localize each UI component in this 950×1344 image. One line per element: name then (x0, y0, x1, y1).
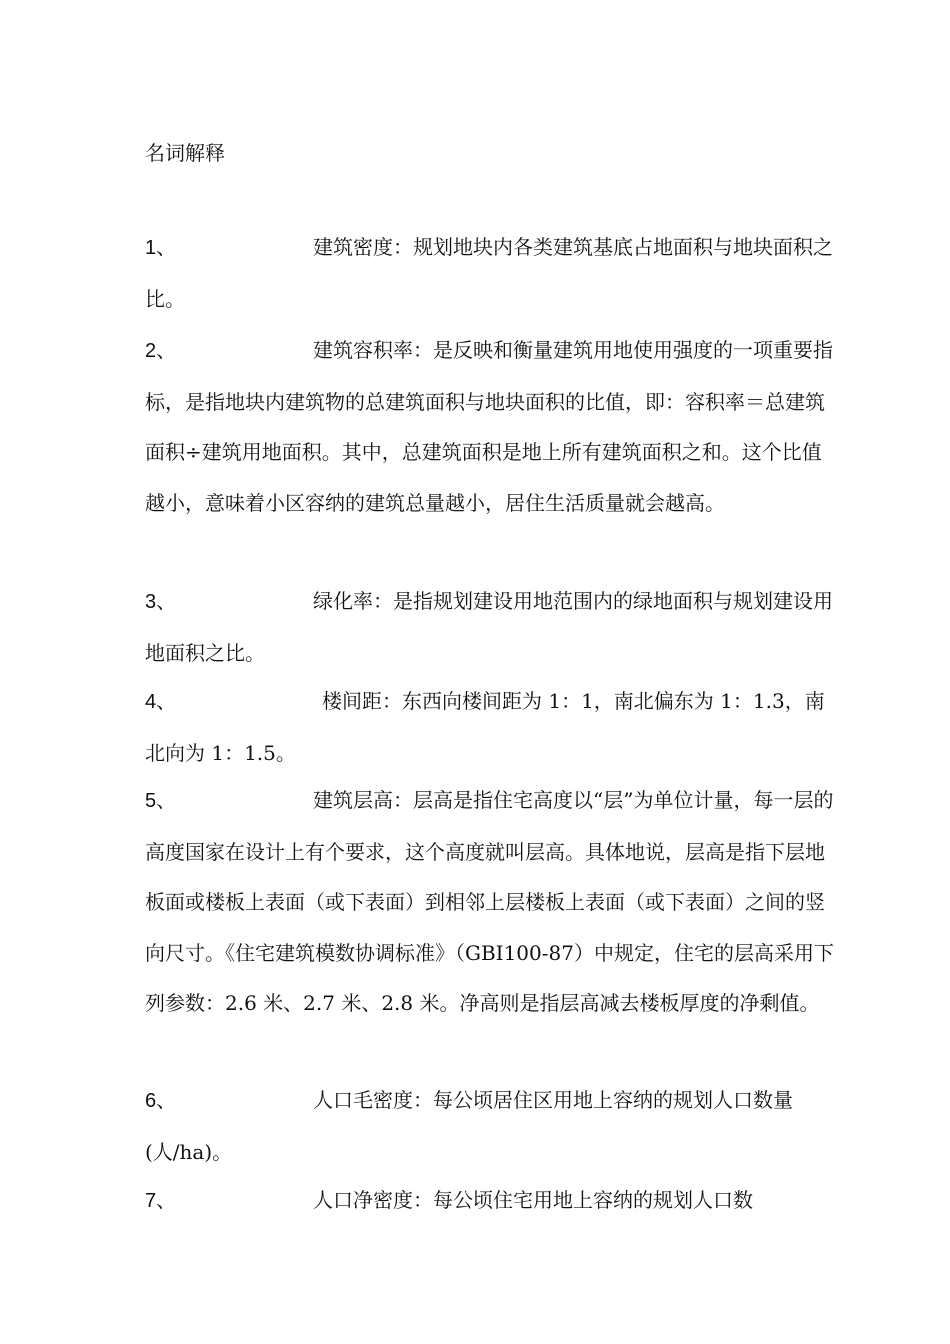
definition-item-1 (145, 222, 835, 324)
item-text: 人口毛密度：每公顷居住区用地上容纳的规划人口数量(人/ha)。 (145, 1088, 793, 1164)
item-number: 4、 (145, 691, 177, 713)
item-number: 1、 (145, 237, 177, 259)
item-number: 5、 (145, 790, 177, 812)
item-text: 建筑密度：规划地块内各类建筑基底占地面积与地块面积之比。 (145, 235, 833, 311)
item-text: 建筑容积率：是反映和衡量建筑用地使用强度的一项重要指标，是指地块内建筑物的总建筑面积与地块面积的比值，即：容积率＝总建筑面积÷建筑用地面积。其中，总建筑面积是地上所有建筑面积之和。这个比值越小，意味着小区容纳的建筑总量越小，居住生活质量就会越高。 (145, 338, 833, 515)
item-text: 楼间距：东西向楼间距为 1：1，南北偏东为 1：1.3，南北向为 1：1.5。 (145, 689, 825, 765)
item-number: 6、 (145, 1090, 177, 1112)
item-number: 2、 (145, 340, 177, 362)
item-number: 3、 (145, 591, 177, 613)
definition-item-7 (145, 1175, 835, 1227)
item-text: 建筑层高：层高是指住宅高度以“层”为单位计量，每一层的高度国家在设计上有个要求，这个高度就叫层高。具体地说，层高是指下层地板面或楼板上表面（或下表面）到相邻上层楼板上表面（或下表面）之间的竖向尺寸。《住宅建筑模数协调标准》（GBI100-87）中规定，住宅的层高采用下列参数：2.6 米、2.7 米、2.8 米。净高则是指层高减去楼板厚度的净剩值。 (145, 788, 834, 1015)
item-number: 7、 (145, 1190, 177, 1212)
definition-item-5 (145, 775, 835, 1029)
item-text: 绿化率：是指规划建设用地范围内的绿地面积与规划建设用地面积之比。 (145, 589, 833, 665)
definition-item-4 (145, 676, 835, 778)
definition-item-2 (145, 325, 835, 528)
document-title: 名词解释 (145, 141, 225, 165)
definition-item-3 (145, 576, 835, 678)
item-text: 人口净密度：每公顷住宅用地上容纳的规划人口数 (313, 1188, 753, 1212)
definition-item-6 (145, 1075, 835, 1177)
